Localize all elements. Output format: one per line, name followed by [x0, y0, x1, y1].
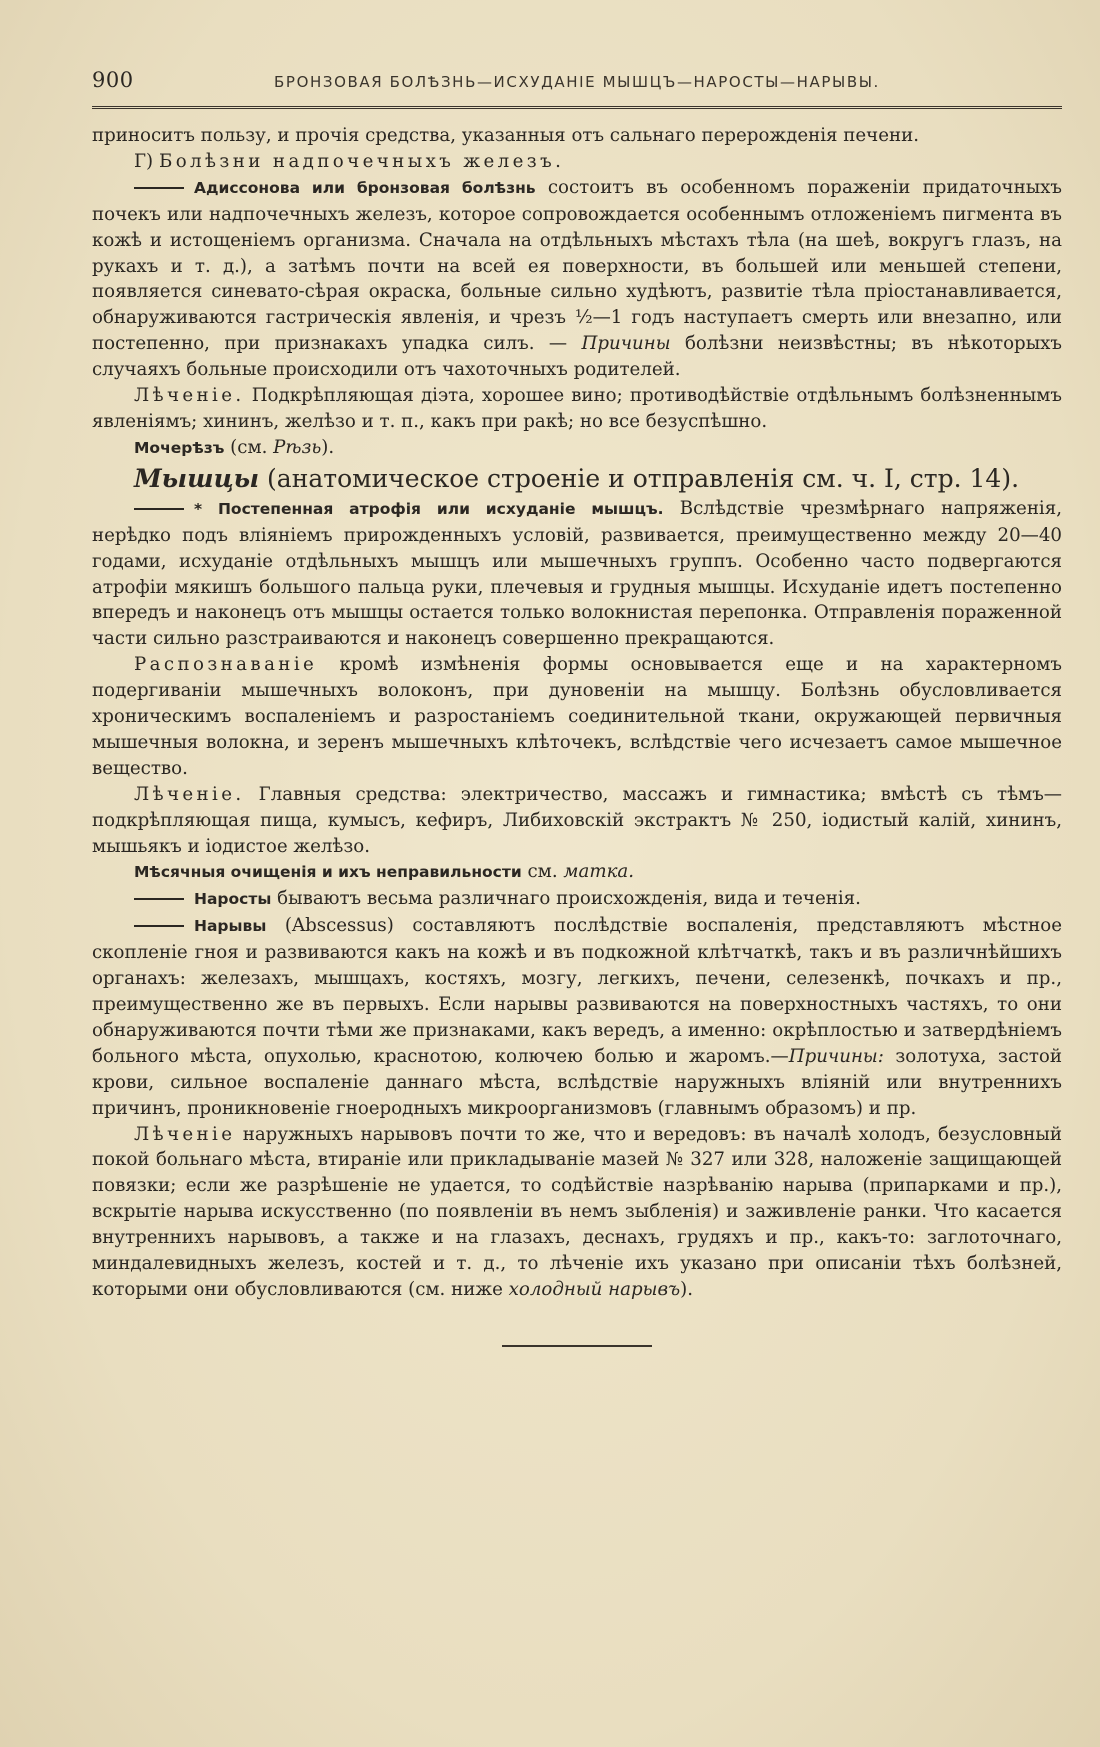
- entry-text: Вслѣдствіе чрезмѣрнаго напряженія, нерѣдко подъ вліяніемъ прирожденныхъ условій, развивается, преимущественно между 20—40 годами, исхуданіе отдѣльныхъ мышцъ или мышечныхъ группъ. Особенно часто подвергаются атрофіи мякишъ большого пальца руки, плечевыя и грудныя мышцы. Исхуданіе идетъ постепенно впередъ и наконецъ отъ мышцы остается только волокнистая перепонка. Отправленія пораженной части сильно разстраиваются и наконецъ совершенно прекращаются.: [92, 497, 1063, 650]
- entry-text: бываютъ весьма различнаго происхожденія, вида и теченія.: [271, 888, 861, 910]
- treatment-label: Лѣченіе: [134, 1123, 236, 1145]
- entry-menses: [92, 859, 1062, 886]
- entry-text: (Abscessus) составляютъ послѣдствіе воспаленія, представляютъ мѣстное скопленіе гноя и развиваются какъ на кожѣ и въ подкожной клѣтчаткѣ, такъ и въ различнѣйшихъ органахъ: железахъ, мышцахъ, костяхъ, мозгу, легкихъ, печени, селезенкѣ, почкахъ и пр., преимущественно же въ первыхъ. Если нарывы развиваются на поверхностныхъ частяхъ, то они обнаруживаются почти тѣми же признаками, какъ вередъ, а именно: окрѣплостью и затвердѣніемъ больного мѣста, опухолью, краснотою, колючею болью и жаромъ.—: [92, 915, 1062, 1067]
- page-number: 900: [92, 68, 134, 92]
- entry-term: Мышцы: [134, 463, 260, 493]
- em-dash-rule: [134, 925, 184, 927]
- entry-text: состоитъ въ особенномъ пораженіи придаточныхъ почекъ или надпочечныхъ железъ, которое сопровождается особеннымъ отложеніемъ пигмента въ кожѣ и истощеніемъ организма. Сначала на отдѣльныхъ мѣстахъ тѣла (на шеѣ, вокругъ глазъ, на рукахъ и т. д.), а затѣмъ почти на всей ея поверхности, въ большей или меньшей степени, появляется синевато-сѣрая окраска, больные сильно худѣютъ, развитіе тѣла пріостанавливается, обнаруживаются гастрическія явленія, и чрезъ ½—1 годъ наступаетъ смерть или внезапно, или постепенно, при признакахъ упадка силъ. —: [92, 176, 1062, 355]
- em-dash-rule: [134, 187, 184, 189]
- entry-text: (анатомическое строеніе и отправленія см. ч. I, стр. 14).: [259, 463, 1020, 493]
- diagnosis-atrophy: [92, 652, 1062, 782]
- end-rule: [502, 1345, 652, 1347]
- entry-term: Мочерѣзъ: [134, 438, 225, 457]
- causes-label: Причины: [581, 333, 671, 355]
- cross-reference: холодный нарывъ: [508, 1278, 681, 1300]
- entry-term: Нарывы: [194, 917, 267, 936]
- treatment-text: Подкрѣпляющая діэта, хорошее вино; противодѣйствіе отдѣльнымъ болѣзненнымъ явленіямъ; хининъ, желѣзо и т. п., какъ при ракѣ; но все безуспѣшно.: [92, 385, 1062, 432]
- causes-text: золотуха, застой крови, сильное воспаленіе даннаго мѣста, вслѣдствіе наружныхъ вліяній или внутреннихъ причинъ, проникновеніе гноеродныхъ микроорганизмовъ (главнымъ образомъ) и пр.: [92, 1045, 1062, 1119]
- treatment-atrophy: [92, 782, 1062, 860]
- causes-label: Причины:: [788, 1045, 884, 1067]
- entry-mocherez: [92, 435, 1062, 462]
- entry-text: см.: [521, 861, 564, 883]
- treatment-addison: [92, 383, 1062, 435]
- section-title: Болѣзни надпочечныхъ железъ.: [158, 150, 565, 172]
- cross-reference: Рѣзь: [273, 436, 322, 458]
- entry-naryvy: [92, 913, 1062, 1121]
- entry-term: Мѣсячныя очищенія и ихъ неправильности: [134, 863, 522, 882]
- section-heading: [92, 149, 1062, 175]
- entry-myshtsy: [92, 462, 1062, 496]
- entry-narosty: [92, 886, 1062, 913]
- running-title: БРОНЗОВАЯ БОЛѢЗНЬ—ИСХУДАНІЕ МЫШЦЪ—НАРОСТЫ—НАРЫВЫ.: [274, 73, 880, 91]
- entry-text-close: ).: [321, 436, 335, 458]
- causes-text: болѣзни неизвѣстны; въ нѣкоторыхъ случаяхъ больные происходили отъ чахоточныхъ родителей.: [92, 333, 1062, 381]
- treatment-label: Лѣченіе.: [134, 385, 245, 407]
- treatment-text-close: ).: [680, 1278, 694, 1300]
- em-dash-rule: [134, 508, 184, 510]
- treatment-text: наружныхъ нарывовъ почти то же, что и вередовъ: въ началѣ холодъ, безусловный покой больнаго мѣста, втираніе или прикладываніе мазей № 327 или 328, наложеніе защищающей повязки; если же разрѣшеніе не удается, то содѣйствіе назрѣванію нарыва (припарками и пр.), вскрытіе нарыва искусственно (по появленіи въ немъ зыбленія) и заживленіе ранки. Что касается внутреннихъ нарывовъ, а также и на глазахъ, деснахъ, грудяхъ и пр., какъ-то: заглоточнаго, миндалевидныхъ железъ, костей и т. д., то лѣченіе ихъ указано при описаніи тѣхъ болѣзней, которыми они обусловливаются (см. ниже: [92, 1123, 1062, 1300]
- diagnosis-label: Распознаваніе: [134, 654, 318, 676]
- em-dash-rule: [134, 898, 184, 900]
- running-head: [92, 68, 1062, 109]
- treatment-text: Главныя средства: электричество, массажъ и гимнастика; вмѣстѣ съ тѣмъ—подкрѣпляющая пища, кумысъ, кефиръ, Либиховскій экстрактъ № 250, іодистый калій, хининъ, мышьякъ и іодистое желѣзо.: [92, 783, 1062, 857]
- paragraph-continuation: приноситъ пользу, и прочія средства, указанныя отъ сальнаго перерожденія печени.: [92, 125, 919, 146]
- page-body: [92, 123, 1062, 1303]
- entry-text: (см.: [224, 436, 274, 458]
- treatment-label: Лѣченіе.: [134, 783, 245, 805]
- entry-term: * Постепенная атрофія или исхуданіе мышцъ.: [194, 499, 664, 518]
- cross-reference: матка.: [563, 861, 635, 883]
- treatment-naryvy: [92, 1122, 1062, 1303]
- entry-addison: [92, 175, 1062, 383]
- entry-term: Адиссонова или бронзовая болѣзнь: [194, 178, 536, 197]
- entry-term: Наросты: [194, 890, 272, 909]
- section-letter: Г): [134, 150, 154, 172]
- diagnosis-text: кромѣ измѣненія формы основывается еще и на характерномъ подергиваніи мышечныхъ волоконъ, при дуновеніи на мышцу. Болѣзнь обусловливается хроническимъ воспаленіемъ и разростаніемъ соединительной ткани, окружающей первичныя мышечныя волокна, и зеренъ мышечныхъ клѣточекъ, вслѣдствіе чего исчезаетъ самое мышечное вещество.: [92, 654, 1062, 779]
- entry-atrophy: [92, 496, 1062, 652]
